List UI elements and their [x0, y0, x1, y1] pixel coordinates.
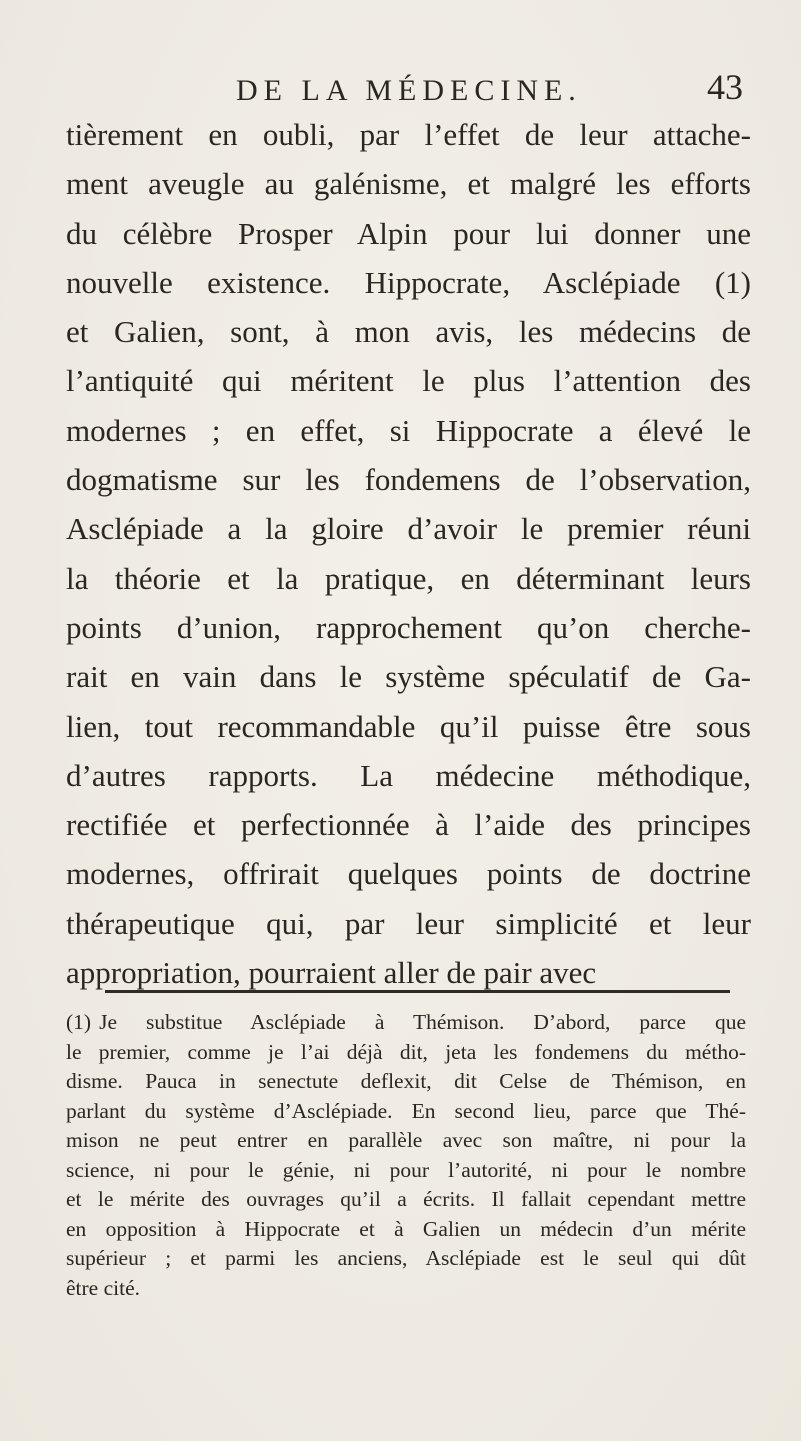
footnote-line: supérieur ; et parmi les anciens, Asclépiade est le seul qui dût — [66, 1246, 746, 1270]
text-line: ment aveugle au galénisme, et malgré les efforts — [66, 166, 751, 202]
text-line: tièrement en oubli, par l’effet de leur attache- — [66, 117, 751, 152]
text-line: et Galien, sont, à mon avis, les médecins de — [66, 314, 751, 350]
text-line: d’autres rapports. La médecine méthodique, — [66, 757, 751, 793]
main-text — [66, 110, 751, 997]
text-line: rectifiée et perfectionnée à l’aide des principes — [66, 807, 751, 843]
footnote — [66, 1008, 746, 1303]
text-line: thérapeutique qui, par leur simplicité et leur — [66, 905, 751, 941]
footnote-line: parlant du système d’Asclépiade. En second lieu, parce que Thé- — [66, 1098, 746, 1123]
footnote-line: mison ne peut entrer en parallèle avec son maître, ni pour la — [66, 1128, 746, 1152]
text-line: points d’union, rapprochement qu’on cherche- — [66, 609, 751, 645]
footnote-line: en opposition à Hippocrate et à Galien un médecin d’un mérite — [66, 1216, 746, 1241]
text-line: modernes, offrirait quelques points de doctrine — [66, 856, 751, 892]
footnote-line: le premier, comme je l’ai déjà dit, jeta les fondemens du métho- — [66, 1039, 746, 1064]
text-line: Asclépiade a la gloire d’avoir le premier réuni — [66, 511, 751, 547]
footnote-marker: (1) — [66, 1010, 92, 1034]
text-line: lien, tout recommandable qu’il puisse être sous — [66, 708, 751, 744]
footnote-line-text: Je substitue Asclépiade à Thémison. D’abord, parce que — [99, 1010, 746, 1034]
text-line: rait en vain dans le système spéculatif de Ga- — [66, 659, 751, 695]
text-line: du célèbre Prosper Alpin pour lui donner une — [66, 215, 751, 251]
footnote-line: et le mérite des ouvrages qu’il a écrits. Il fallait cependant mettre — [66, 1187, 746, 1211]
text-line: nouvelle existence. Hippocrate, Asclépiade (1) — [66, 264, 751, 300]
footnote-line: disme. Pauca in senectute deflexit, dit Celse de Thémison, en — [66, 1069, 746, 1093]
footnote-line — [66, 1008, 746, 1038]
text-line: l’antiquité qui méritent le plus l’attention des — [66, 363, 751, 399]
footnote-line: être cité. — [66, 1275, 141, 1300]
text-line: dogmatisme sur les fondemens de l’observation, — [66, 462, 751, 498]
text-line: modernes ; en effet, si Hippocrate a élevé le — [66, 412, 751, 448]
text-line: la théorie et la pratique, en déterminant leurs — [66, 560, 751, 596]
footnote-line: science, ni pour le génie, ni pour l’autorité, ni pour le nombre — [66, 1157, 746, 1182]
page-number: 43 — [707, 67, 743, 107]
running-head: DE LA MÉDECINE. — [236, 74, 582, 107]
text-line: appropriation, pourraient aller de pair avec — [66, 955, 597, 991]
footnote-divider — [105, 990, 730, 993]
